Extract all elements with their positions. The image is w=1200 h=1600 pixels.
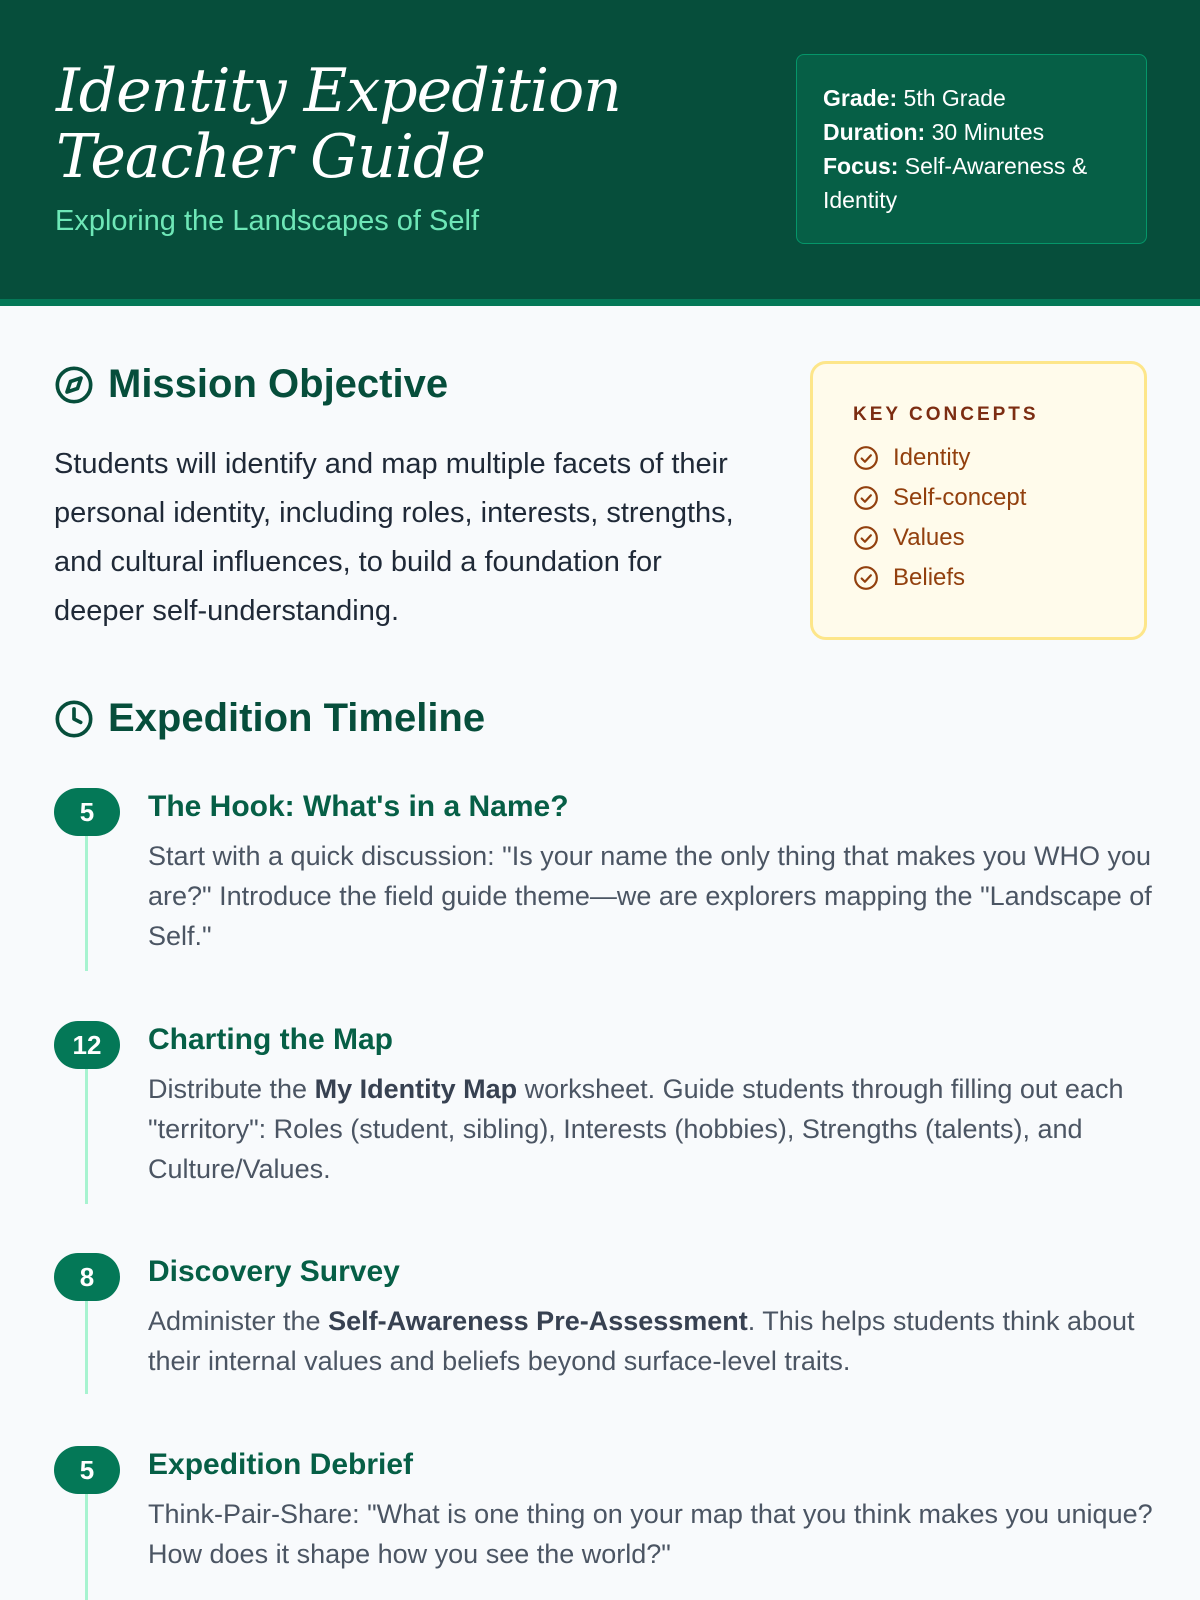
timeline-item-title: Expedition Debrief	[148, 1448, 414, 1481]
key-concept-item	[853, 438, 1104, 478]
key-concept-label: Identity	[893, 444, 971, 471]
meta-duration	[823, 115, 1120, 149]
timeline-item-description	[148, 1069, 1158, 1189]
minutes-badge: 5	[54, 1446, 120, 1494]
timeline-item-title: Charting the Map	[148, 1023, 393, 1056]
description-text: Distribute the	[148, 1074, 315, 1104]
meta-grade-label: Grade:	[823, 85, 898, 111]
key-concept-item	[853, 518, 1104, 558]
key-concept-item	[853, 558, 1104, 598]
check-circle-icon	[853, 445, 879, 471]
timeline-item-description	[148, 836, 1158, 956]
mission-heading-text: Mission Objective	[108, 362, 449, 406]
timeline-connector	[85, 1069, 88, 1204]
meta-focus-label: Focus:	[823, 153, 899, 179]
key-concept-label: Beliefs	[893, 564, 966, 591]
key-concepts-box	[810, 361, 1147, 640]
timeline-connector	[85, 1494, 88, 1600]
key-concepts-list	[853, 438, 1104, 598]
timeline-item-title: The Hook: What's in a Name?	[148, 790, 569, 823]
mission-heading	[54, 362, 448, 407]
meta-focus-value: Self-Awareness & Identity	[823, 153, 1088, 213]
title-line-1: Identity Expedition	[56, 56, 621, 126]
page-subtitle: Exploring the Landscapes of Self	[55, 205, 479, 237]
description-text: Start with a quick discussion: "Is your name the only thing that makes you WHO you are?" Introduce the field guide theme—we are explorers mapping the "Landscape of Self."	[148, 841, 1152, 951]
description-text: Think-Pair-Share: "What is one thing on your map that you think makes you unique? How does it shape how you see the world?"	[148, 1499, 1153, 1569]
key-concept-label: Self-concept	[893, 484, 1027, 511]
meta-duration-label: Duration:	[823, 119, 926, 145]
check-circle-icon	[853, 525, 879, 551]
compass-icon	[54, 365, 94, 405]
timeline-item-description	[148, 1301, 1158, 1381]
meta-focus	[823, 149, 1120, 217]
description-text: . This helps students think about their internal values and beliefs beyond surface-level traits.	[148, 1306, 1135, 1376]
key-concept-label: Values	[893, 524, 965, 551]
timeline-heading	[54, 696, 485, 741]
description-emphasis: Self-Awareness Pre-Assessment	[328, 1306, 748, 1336]
page-header	[0, 0, 1200, 306]
title-line-2: Teacher Guide	[56, 122, 485, 192]
meta-duration-value: 30 Minutes	[931, 119, 1045, 145]
check-circle-icon	[853, 565, 879, 591]
description-text: worksheet. Guide students through filling out each "territory": Roles (student, sibling), Interests (hobbies), Strengths (talents), and Culture/Values.	[148, 1074, 1124, 1184]
meta-grade-value: 5th Grade	[903, 85, 1006, 111]
timeline-connector	[85, 1301, 88, 1394]
minutes-badge: 5	[54, 788, 120, 836]
check-circle-icon	[853, 485, 879, 511]
clock-icon	[54, 699, 94, 739]
timeline-item-description	[148, 1494, 1158, 1574]
minutes-badge: 8	[54, 1253, 120, 1301]
timeline-item-title: Discovery Survey	[148, 1255, 400, 1288]
description-emphasis: My Identity Map	[314, 1074, 518, 1104]
description-text: Administer the	[148, 1306, 329, 1336]
key-concepts-title: KEY CONCEPTS	[853, 404, 1039, 425]
lesson-meta-box	[796, 54, 1147, 244]
meta-grade	[823, 81, 1120, 115]
timeline-heading-text: Expedition Timeline	[108, 696, 486, 740]
page-title	[56, 58, 696, 190]
minutes-badge: 12	[54, 1021, 120, 1069]
mission-text: Students will identify and map multiple facets of their personal identity, including roles, interests, strengths, and cultural influences, to build a foundation for deeper self-understanding.	[54, 448, 734, 627]
key-concept-item	[853, 478, 1104, 518]
timeline-connector	[85, 836, 88, 971]
